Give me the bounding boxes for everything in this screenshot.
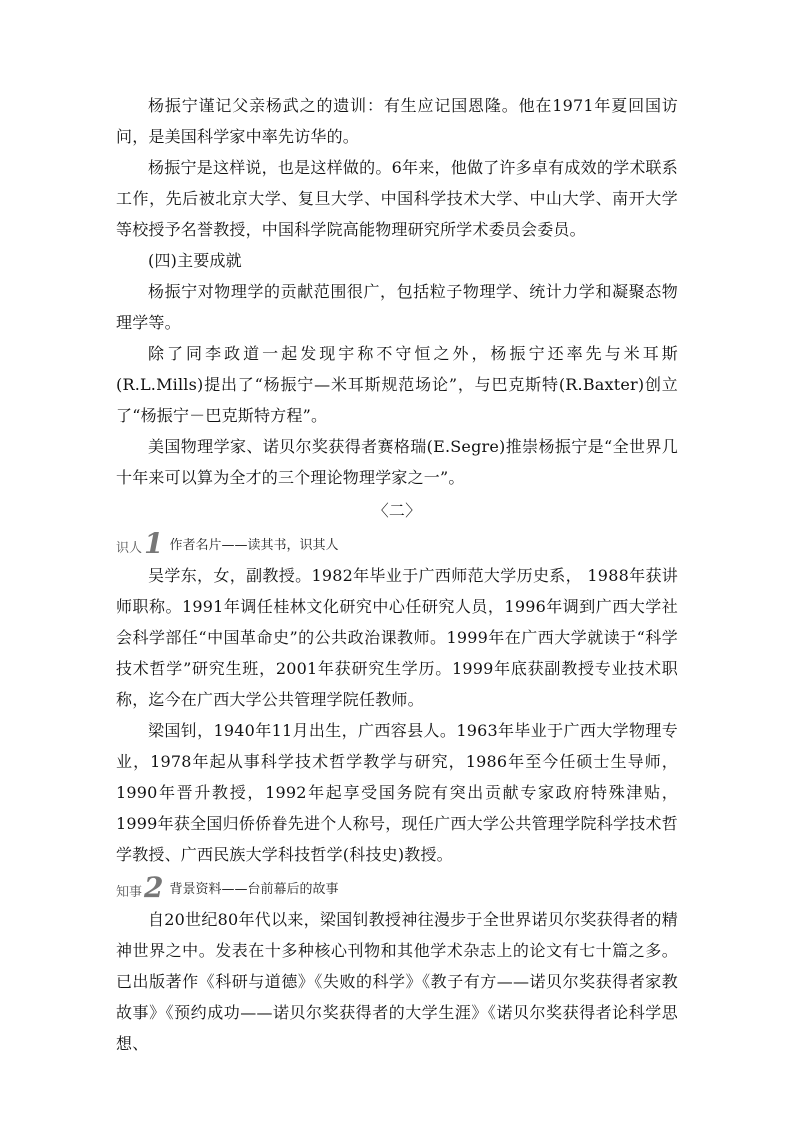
paragraph: 美国物理学家、诺贝尔奖获得者赛格瑞(E.Segre)推崇杨振宁是“全世界几十年来可以算为全才的三个理论物理学家之一”。 <box>116 437 678 487</box>
label-tag: 知事 <box>116 885 143 900</box>
paragraph: 吴学东，女，副教授。1982年毕业于广西师范大学历史系， 1988年获讲师职称。1991年调任桂林文化研究中心任研究人员，1996年调到广西大学社会科学部任“中国革命史”的公共政治课教师。1999年在广西大学就读于“科学技术哲学”研究生班，2001年获研究生学历。1999年底获副教授专业技术职称，迄今在广西大学公共管理学院任教师。 <box>116 566 678 709</box>
paragraph: 杨振宁是这样说，也是这样做的。6年来，他做了许多卓有成效的学术联系工作，先后被北京大学、复旦大学、中国科学技术大学、中山大学、南开大学等校授予名誉教授，中国科学院高能物理研究所学术委员会委员。 <box>116 158 678 239</box>
paragraph: 自20世纪80年代以来，梁国钊教授神往漫步于全世界诺贝尔奖获得者的精神世界之中。发表在十多种核心刊物和其他学术杂志上的论文有七十篇之多。已出版著作《科研与道德》《失败的科学》《教子有方——诺贝尔奖获得者家教故事》《预约成功——诺贝尔奖获得者的大学生涯》《诺贝尔奖获得者论科学思想、 <box>116 910 678 1053</box>
label-text: 作者名片——读其书，识其人 <box>169 538 339 553</box>
section-label-author <box>116 527 678 560</box>
section-heading: (四)主要成就 <box>148 251 242 270</box>
label-tag: 识人 <box>116 541 143 556</box>
part-title: 〈二〉 <box>372 501 422 520</box>
label-number: 1 <box>144 527 164 560</box>
label-number: 2 <box>144 871 164 904</box>
section-label-background <box>116 871 678 904</box>
paragraph: 除了同李政道一起发现宇称不守恒之外，杨振宁还率先与米耳斯(R.L.Mills)提出了“杨振宁—米耳斯规范场论”，与巴克斯特(R.Baxter)创立了“杨振宁－巴克斯特方程”。 <box>116 344 678 425</box>
document-page <box>116 90 678 1059</box>
paragraph: 杨振宁谨记父亲杨武之的遗训：有生应记国恩隆。他在1971年夏回国访问，是美国科学家中率先访华的。 <box>116 96 678 146</box>
paragraph: 杨振宁对物理学的贡献范围很广，包括粒子物理学、统计力学和凝聚态物理学等。 <box>116 282 678 332</box>
label-text: 背景资料——台前幕后的故事 <box>169 882 339 897</box>
paragraph: 梁国钊，1940年11月出生，广西容县人。1963年毕业于广西大学物理专业，1978年起从事科学技术哲学教学与研究，1986年至今任硕士生导师，1990年晋升教授，1992年起享受国务院有突出贡献专家政府特殊津贴， 1999年获全国归侨侨眷先进个人称号，现任广西大学公共管理学院科学技术哲学教授、广西民族大学科技哲学(科技史)教授。 <box>116 721 678 864</box>
